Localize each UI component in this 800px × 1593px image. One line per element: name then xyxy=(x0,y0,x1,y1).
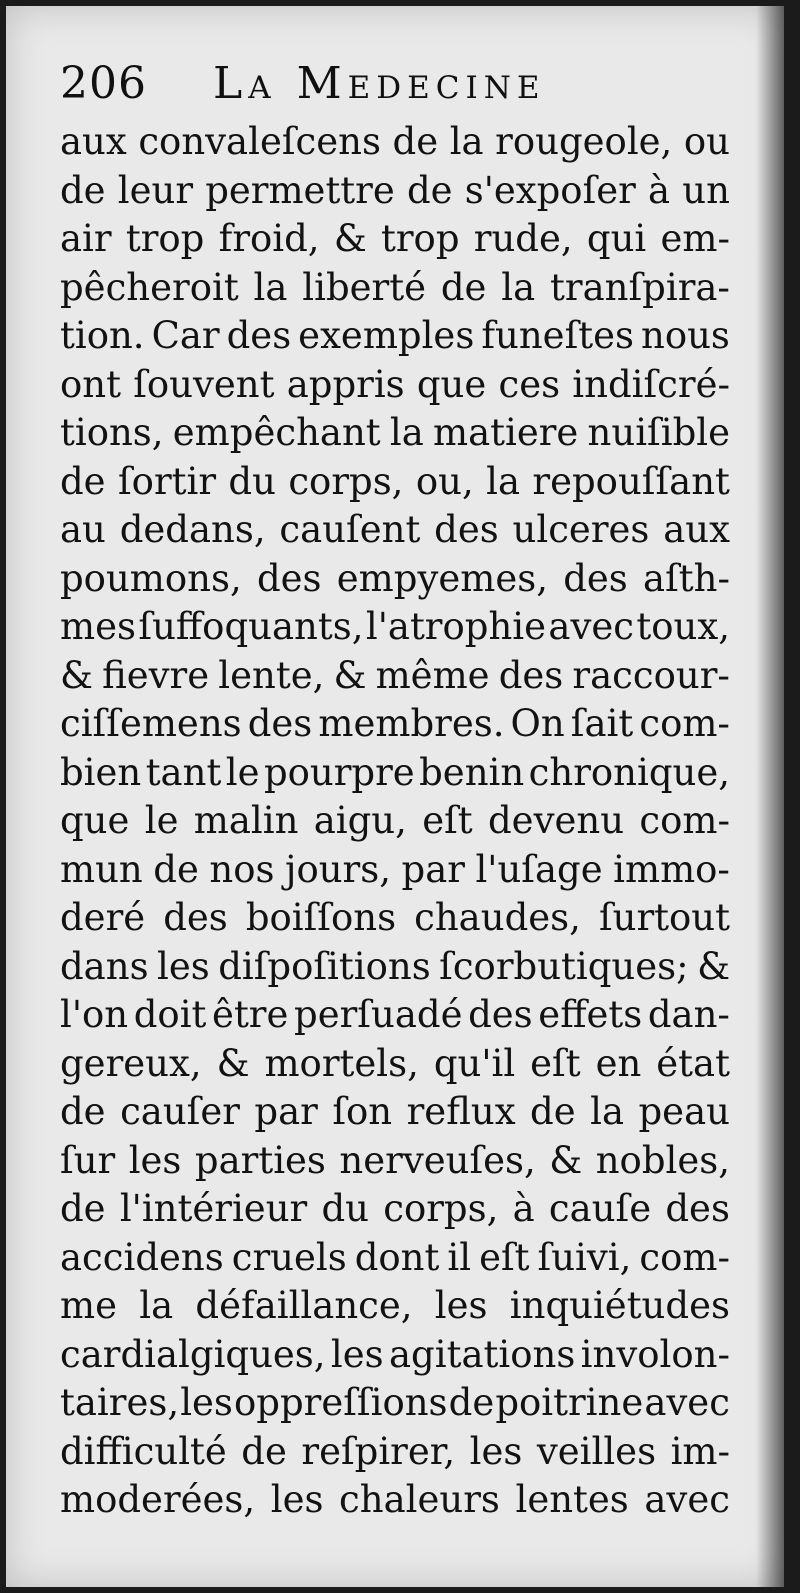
text-line: moderées, les chaleurs lentes avec xyxy=(60,1478,730,1521)
text-line: tion. Car des exemples funeſtes nous xyxy=(60,314,730,357)
text-line: l'on doit être perſuadé des effets dan- xyxy=(60,993,730,1036)
text-line: que le malin aigu, eſt devenu com- xyxy=(60,799,730,842)
text-line: tions, empêchant la matiere nuiſible xyxy=(60,411,730,454)
text-line: de ſortir du corps, ou, la repouſſant xyxy=(60,459,730,503)
text-line: air trop froid, & trop rude, qui em- xyxy=(60,217,730,260)
text-line: aux convaleſcens de la rougeole, ou xyxy=(60,120,730,163)
text-line: au dedans, cauſent des ulceres aux xyxy=(60,508,730,551)
text-line: poumons, des empyemes, des aſth- xyxy=(60,556,730,600)
text-line: cardialgiques, les agitations involon- xyxy=(60,1332,730,1376)
body-text xyxy=(60,118,730,1525)
text-line: gereux, & mortels, qu'il eſt en état xyxy=(60,1041,730,1085)
text-line: & fievre lente, & même des raccour- xyxy=(60,653,730,697)
text-line: de l'intérieur du corps, à cauſe des xyxy=(60,1187,730,1230)
text-line: de cauſer par ſon reflux de la peau xyxy=(60,1090,730,1133)
text-line: deré des boiſſons chaudes, ſurtout xyxy=(60,896,730,939)
text-line: mes ſuffoquants, l'atrophie avec toux, xyxy=(60,605,730,648)
page-edge-shadow xyxy=(756,6,784,1587)
text-line: mun de nos jours, par l'uſage immo- xyxy=(60,847,730,891)
text-line: ſur les parties nerveuſes, & nobles, xyxy=(60,1138,730,1182)
text-line: ciſſemens des membres. On ſait com- xyxy=(60,702,730,745)
running-title: La Medecine xyxy=(212,58,546,109)
text-line: difficulté de reſpirer, les veilles im- xyxy=(60,1429,730,1473)
text-line: me la défaillance, les inquiétudes xyxy=(60,1284,730,1327)
text-line: ont ſouvent appris que ces indiſcré- xyxy=(60,362,730,406)
text-line: de leur permettre de s'expoſer à un xyxy=(60,168,730,212)
text-line: accidens cruels dont il eſt ſuivi, com- xyxy=(60,1235,730,1279)
page-number: 206 xyxy=(60,58,147,109)
text-line: taires, les oppreſſions de poitrine avec xyxy=(60,1381,730,1424)
text-line: bien tant le pourpre benin chronique, xyxy=(60,750,730,794)
text-line: dans les diſpoſitions ſcorbutiques; & xyxy=(60,944,730,988)
text-line: pêcheroit la liberté de la tranſpira- xyxy=(60,265,730,309)
page-header xyxy=(60,58,546,109)
book-page xyxy=(6,6,784,1587)
